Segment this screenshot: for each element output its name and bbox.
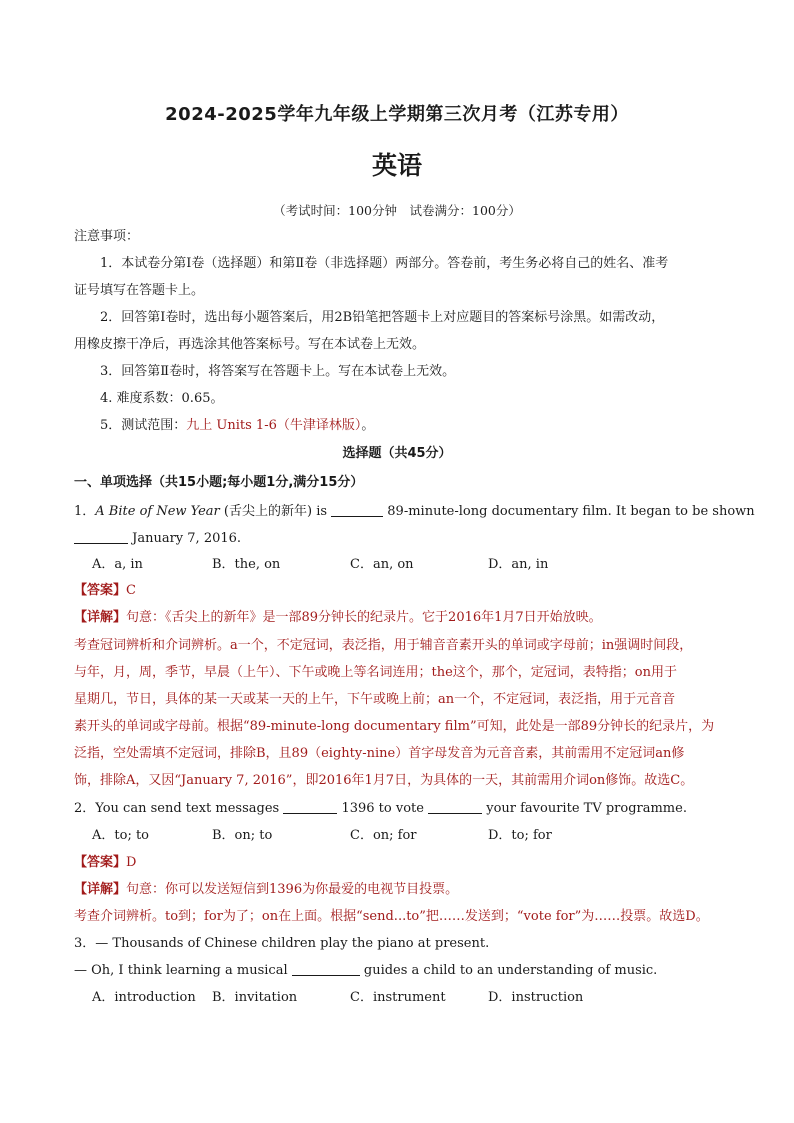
section-heading: 选择题（共45分）	[342, 446, 452, 461]
q2-option-a: A．to; to	[92, 828, 150, 843]
note-1-line-2: 证号填写在答题卡上。	[74, 283, 205, 298]
q3-line-2-a: — Oh, I think learning a musical	[74, 963, 292, 978]
q3-line-2	[74, 961, 744, 981]
note-2-line-2: 用橡皮擦干净后，再选涂其他答案标号。写在本试卷上无效。	[74, 337, 426, 352]
q3-option-d: D．instruction	[488, 990, 584, 1005]
note-5	[100, 416, 744, 436]
answer-label: 【答案】	[74, 855, 127, 870]
note-5-suffix: 。	[361, 418, 375, 433]
note-1-line-1: 1．本试卷分第Ⅰ卷（选择题）和第Ⅱ卷（非选择题）两部分。答卷前，考生务必将自己的姓名、准考	[100, 256, 669, 271]
q1-answer	[74, 581, 744, 601]
q2-answer	[74, 853, 744, 873]
notes-heading: 注意事项：	[74, 229, 140, 244]
note-5-range: 九上 Units 1-6（牛津译林版）	[186, 418, 362, 433]
q1-stem-line-1	[74, 502, 755, 522]
q3-blank	[292, 961, 360, 976]
detail-label: 【详解】	[74, 610, 127, 625]
q3-option-a: A．introduction	[92, 990, 196, 1005]
q1-answer-value: C	[126, 583, 136, 598]
note-2-line-1: 2．回答第Ⅰ卷时，选出每小题答案后，用2B铅笔把答题卡上对应题目的答案标号涂黑。如需改动，	[100, 310, 665, 325]
subject-title: 英语	[371, 151, 422, 180]
q1-blank-1	[331, 502, 383, 517]
q2-stem	[74, 799, 744, 819]
q1-detail-line-6: 泛指，空处需填不定冠词，排除B，且89（eighty-nine）首字母发音为元音音素，其前需用不定冠词an修	[74, 746, 685, 761]
q1-detail-line-3: 与年，月，周，季节，早晨（上午）、下午或晚上等名词连用；the这个，那个，定冠词，表特指；on用于	[74, 665, 677, 680]
note-4: 4. 难度系数：0.65。	[100, 391, 224, 406]
q2-detail-text: 句意：你可以发送短信到1396为你最爱的电视节目投票。	[126, 882, 459, 897]
q1-option-a: A．a, in	[92, 557, 143, 572]
q1-detail-line-7: 饰，排除A，又因“January 7, 2016”，即2016年1月7日，为具体的一天，其前需用介词on修饰。故选C。	[74, 773, 694, 788]
q2-detail-line-2: 考查介词辨析。to到；for为了；on在上面。根据“send...to”把……发送到；“vote for”为……投票。故选D。	[74, 909, 709, 924]
q2-option-c: C．on; for	[350, 828, 417, 843]
q2-stem-c: your favourite TV programme.	[482, 801, 687, 816]
q1-stem-date: January 7, 2016.	[128, 531, 242, 546]
q1-detail-line-5: 素开头的单词或字母前。根据“89-minute-long documentary film”可知，此处是一部89分钟长的纪录片，为	[74, 719, 715, 734]
q1-detail-line-1	[74, 608, 744, 628]
q2-detail-line-1	[74, 880, 744, 900]
q2-blank-1	[283, 799, 337, 814]
detail-label: 【详解】	[74, 882, 127, 897]
exam-title: 2024-2025学年九年级上学期第三次月考（江苏专用）	[165, 104, 629, 125]
q3-line-2-b: guides a child to an understanding of music.	[359, 963, 658, 978]
q3-line-1: 3．— Thousands of Chinese children play the piano at present.	[74, 936, 490, 951]
q1-stem-text: (舌尖上的新年) is	[219, 504, 332, 519]
q1-stem-text-end: 89-minute-long documentary film. It began to be shown	[383, 504, 755, 519]
q3-option-c: C．instrument	[350, 990, 446, 1005]
q2-option-b: B．on; to	[212, 828, 273, 843]
q1-blank-2	[74, 529, 128, 544]
exam-info: （考试时间：100分钟 试卷满分：100分）	[273, 203, 521, 218]
q1-number: 1．	[74, 504, 96, 519]
q1-detail-line-2: 考查冠词辨析和介词辨析。a一个，不定冠词，表泛指，用于辅音音素开头的单词或字母前；in强调时间段，	[74, 638, 693, 653]
q2-stem-b: 1396 to vote	[337, 801, 429, 816]
q1-option-b: B．the, on	[212, 557, 281, 572]
q2-stem-a: 2．You can send text messages	[74, 801, 284, 816]
q1-detail-line-4: 星期几，节日，具体的某一天或某一天的上午，下午或晚上前；an一个，不定冠词，表泛指，用于元音音	[74, 692, 676, 707]
q2-answer-value: D	[126, 855, 137, 870]
q1-title-en: A Bite of New Year	[95, 504, 220, 519]
part-1-heading: 一、单项选择（共15小题;每小题1分,满分15分）	[74, 475, 364, 490]
note-5-prefix: 5．测试范围：	[100, 418, 187, 433]
answer-label: 【答案】	[74, 583, 127, 598]
note-3: 3．回答第Ⅱ卷时，将答案写在答题卡上。写在本试卷上无效。	[100, 364, 456, 379]
q2-blank-2	[428, 799, 482, 814]
q2-option-d: D．to; for	[488, 828, 552, 843]
q3-option-b: B．invitation	[212, 990, 298, 1005]
q1-detail-text: 句意：《舌尖上的新年》是一部89分钟长的纪录片。它于2016年1月7日开始放映。	[126, 610, 602, 625]
q1-option-c: C．an, on	[350, 557, 414, 572]
q1-option-d: D．an, in	[488, 557, 549, 572]
q1-stem-line-2	[74, 529, 744, 549]
